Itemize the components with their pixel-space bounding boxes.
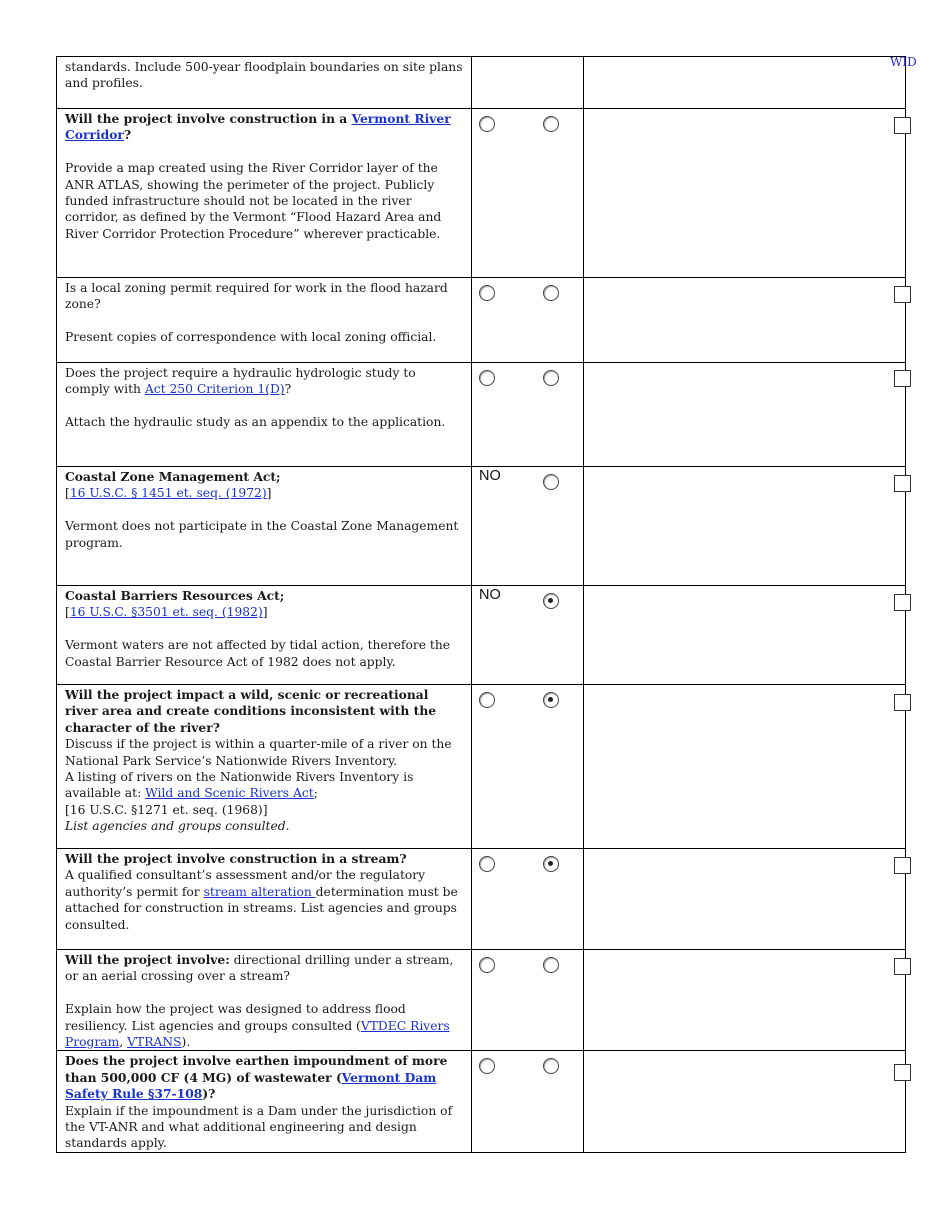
table-row — [57, 278, 906, 363]
yes-radio[interactable] — [479, 957, 495, 973]
description-text: A qualified consultant’s assessment and/or the regulatory authority’s permit for — [65, 868, 426, 899]
row-title: Will the project involve construction in a stream? — [65, 851, 407, 866]
stream-alteration-link[interactable]: stream alteration — [203, 884, 316, 899]
act-250-criterion-link[interactable]: Act 250 Criterion 1(D) — [144, 382, 285, 397]
row-description: standards. Include 500-year floodplain boundaries on site plans and profiles. — [65, 60, 463, 91]
row-title: Coastal Barriers Resources Act; — [65, 588, 285, 603]
row-description — [65, 769, 463, 802]
table-row — [57, 950, 906, 1051]
row-description: Vermont waters are not affected by tidal action, therefore the Coastal Barrier Resource Act of 1982 does not apply. — [65, 638, 451, 669]
wild-scenic-rivers-link[interactable]: Wild and Scenic Rivers Act — [145, 786, 314, 801]
wid-checkbox[interactable] — [894, 694, 911, 711]
no-radio[interactable] — [543, 957, 559, 973]
row-description — [65, 867, 463, 933]
row-description: Explain if the impoundment is a Dam under the jurisdiction of the VT-ANR and what additional engineering and design standards apply. — [65, 1103, 453, 1151]
question-text: ? — [284, 382, 292, 397]
yes-radio[interactable] — [479, 692, 495, 708]
comment-cell[interactable] — [584, 467, 906, 586]
question-cell — [57, 363, 472, 467]
no-answer-text: NO — [479, 468, 501, 484]
wid-checkbox[interactable] — [894, 370, 911, 387]
no-radio[interactable] — [543, 1058, 559, 1074]
comment-cell[interactable] — [584, 849, 906, 950]
answer-cell — [472, 363, 584, 467]
row-description: Vermont does not participate in the Coastal Zone Management program. — [65, 519, 459, 550]
comment-cell[interactable] — [584, 950, 906, 1051]
table-row — [57, 467, 906, 586]
yes-radio[interactable] — [479, 116, 495, 132]
table-row — [57, 1051, 906, 1152]
vtrans-link[interactable]: VTRANS — [127, 1035, 182, 1050]
yes-radio[interactable] — [479, 1058, 495, 1074]
table-row — [57, 57, 906, 109]
wid-checkbox[interactable] — [894, 958, 911, 975]
no-radio[interactable] — [543, 285, 559, 301]
answer-cell — [472, 57, 584, 109]
row-citation — [65, 604, 463, 620]
row-title: Coastal Zone Management Act; — [65, 469, 281, 484]
no-radio[interactable] — [543, 856, 559, 872]
table-row — [57, 849, 906, 950]
question-text: Does the project require a hydraulic hydrologic study to comply with — [65, 366, 416, 397]
no-radio[interactable] — [543, 116, 559, 132]
citation-bracket: [ — [65, 486, 70, 501]
description-text: , — [119, 1035, 128, 1050]
table-row — [57, 363, 906, 467]
comment-cell[interactable] — [584, 109, 906, 278]
no-radio[interactable] — [543, 370, 559, 386]
question-text: Does the project involve earthen impoundment of more than 500,000 CF (4 MG) of wastewater ( — [65, 1053, 448, 1085]
no-radio[interactable] — [543, 474, 559, 490]
answer-cell — [472, 685, 584, 849]
answer-cell — [472, 278, 584, 363]
row-citation — [65, 485, 463, 501]
comment-cell[interactable] — [584, 586, 906, 685]
row-question — [65, 1053, 463, 1102]
description-text: A listing of rivers on the Nationwide Rivers Inventory is available at: — [65, 770, 414, 801]
yes-radio[interactable] — [479, 856, 495, 872]
table-row — [57, 685, 906, 849]
description-text: ; — [313, 786, 318, 801]
row-question — [65, 365, 463, 398]
description-text: ). — [181, 1035, 191, 1050]
row-question — [65, 952, 463, 985]
description-text: determination must be attached for construction in streams. List agencies and groups consulted. — [65, 884, 458, 932]
comment-cell[interactable] — [584, 363, 906, 467]
checklist-table — [56, 56, 906, 1153]
yes-radio[interactable] — [479, 285, 495, 301]
row-description: Provide a map created using the River Corridor layer of the ANR ATLAS, showing the perimeter of the project. Publicly funded infrastructure should not be located in the river corridor, as defined by the Vermont “Flood Hazard Area and River Corridor Protection Procedure” wherever practicable. — [65, 161, 442, 241]
question-cell — [57, 1051, 472, 1152]
row-description: Present copies of correspondence with local zoning official. — [65, 330, 437, 345]
row-title: Will the project impact a wild, scenic or recreational river area and create conditions inconsistent with the character of the river? — [65, 687, 437, 735]
wid-checkbox[interactable] — [894, 117, 911, 134]
question-cell — [57, 950, 472, 1051]
question-cell — [57, 278, 472, 363]
question-text: Will the project involve construction in a — [65, 111, 352, 126]
table-row — [57, 109, 906, 278]
row-question — [65, 111, 463, 144]
question-cell — [57, 685, 472, 849]
question-cell — [57, 57, 472, 109]
coastal-barriers-citation-link[interactable]: 16 U.S.C. §3501 et. seq. (1982) — [69, 605, 263, 620]
question-title: Will the project involve: — [65, 952, 230, 967]
no-radio[interactable] — [543, 593, 559, 609]
wid-checkbox[interactable] — [894, 286, 911, 303]
question-cell — [57, 849, 472, 950]
answer-cell — [472, 1051, 584, 1152]
wid-checkbox[interactable] — [894, 1064, 911, 1081]
row-description: Attach the hydraulic study as an appendix to the application. — [65, 415, 446, 430]
wid-column-label: WID — [890, 55, 917, 69]
comment-cell[interactable] — [584, 278, 906, 363]
question-cell — [57, 586, 472, 685]
row-note: List agencies and groups consulted. — [65, 819, 290, 834]
comment-cell[interactable] — [584, 685, 906, 849]
vermont-river-corridor-link[interactable]: Vermont River Corridor — [65, 111, 451, 143]
vtdec-rivers-program-link[interactable]: VTDEC Rivers Program — [65, 1018, 450, 1050]
question-text: directional drilling under a stream, or an aerial crossing over a stream? — [65, 953, 454, 984]
row-question: Is a local zoning permit required for work in the flood hazard zone? — [65, 281, 448, 312]
answer-cell — [472, 467, 584, 586]
comment-cell[interactable] — [584, 1051, 906, 1152]
wid-checkbox[interactable] — [894, 475, 911, 492]
answer-cell — [472, 849, 584, 950]
wid-checkbox[interactable] — [894, 594, 911, 611]
no-answer-text: NO — [479, 587, 501, 603]
vermont-dam-safety-rule-link[interactable]: Vermont Dam Safety Rule §37-108 — [65, 1069, 437, 1102]
question-cell — [57, 467, 472, 586]
answer-cell — [472, 950, 584, 1051]
citation-bracket: ] — [262, 605, 268, 620]
description-text: Explain how the project was designed to address flood resiliency. List agencies and groups consulted ( — [65, 1002, 406, 1033]
yes-radio[interactable] — [479, 370, 495, 386]
question-text: ? — [123, 127, 132, 143]
comment-cell[interactable] — [584, 57, 906, 109]
citation-bracket: [ — [65, 605, 70, 620]
citation-bracket: ] — [266, 486, 272, 501]
question-text: )? — [202, 1086, 216, 1102]
no-radio[interactable] — [543, 692, 559, 708]
answer-cell — [472, 109, 584, 278]
answer-cell — [472, 586, 584, 685]
wid-checkbox[interactable] — [894, 857, 911, 874]
coastal-zone-citation-link[interactable]: 16 U.S.C. § 1451 et. seq. (1972) — [69, 486, 267, 501]
row-description: Discuss if the project is within a quarter-mile of a river on the National Park Service’s Nationwide Rivers Inventory. — [65, 737, 452, 768]
question-cell — [57, 109, 472, 278]
row-citation: [16 U.S.C. §1271 et. seq. (1968)] — [65, 802, 268, 817]
row-description — [65, 1001, 463, 1050]
table-row — [57, 586, 906, 685]
